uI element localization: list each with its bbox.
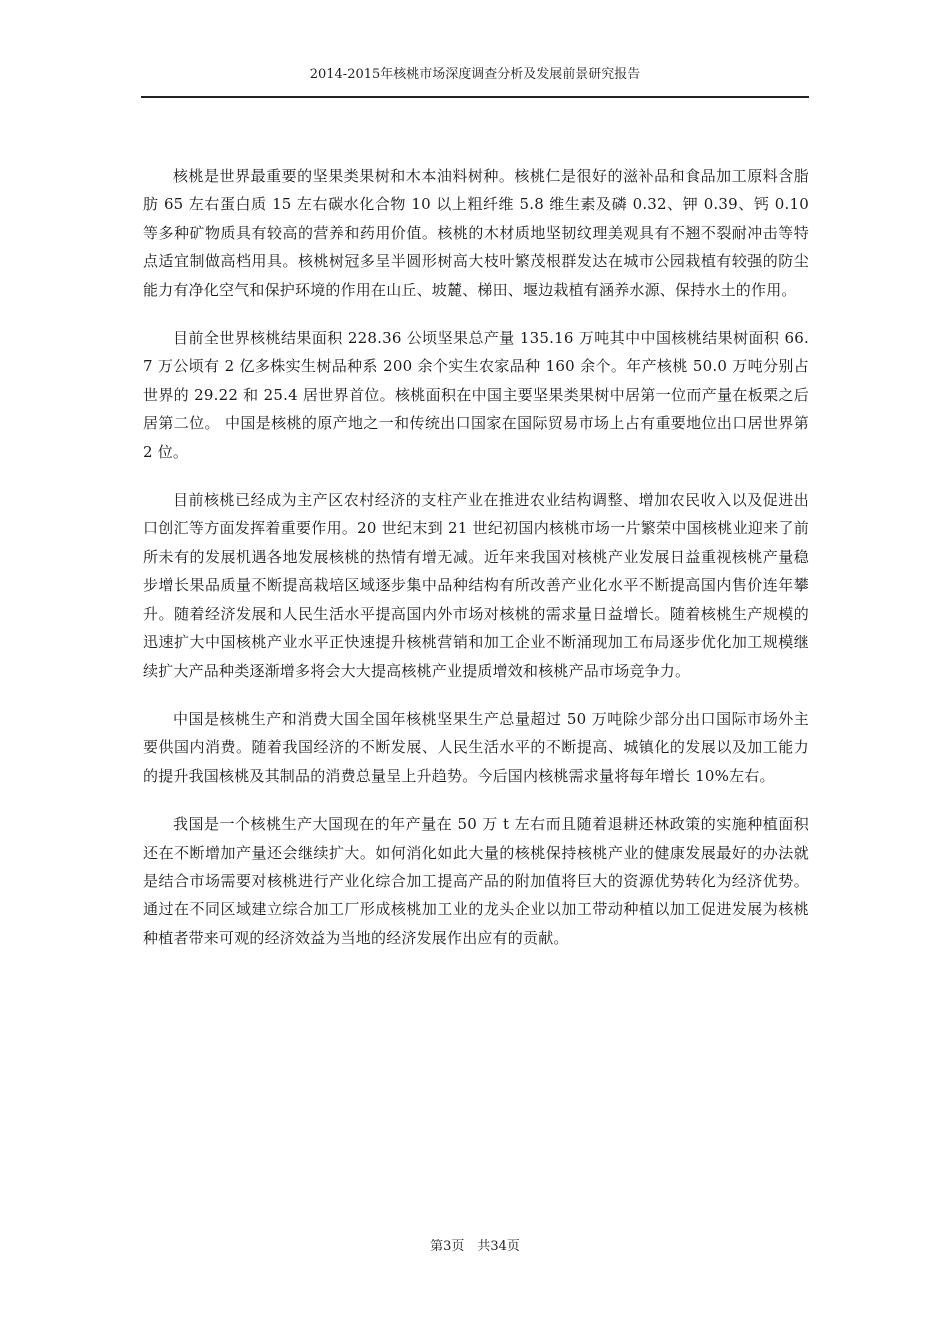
paragraph-processing-strategy: 我国是一个核桃生产大国现在的年产量在 50 万 t 左右而且随着退耕还林政策的实施种植面积还在不断增加产量还会继续扩大。如何消化如此大量的核桃保持核桃产业的健康发展最好的办法就是结合市场需要对核桃进行产业化综合加工提高产品的附加值将巨大的资源优势转化为经济优势。通过在不同区域建立综合加工厂形成核桃加工业的龙头企业以加工带动种植以加工促进发展为核桃种植者带来可观的经济效益为当地的经济发展作出应有的贡献。 bbox=[143, 815, 809, 947]
paragraph-domestic-consumption: 中国是核桃生产和消费大国全国年核桃坚果生产总量超过 50 万吨除少部分出口国际市场外主要供国内消费。随着我国经济的不断发展、人民生活水平的不断提高、城镇化的发展以及加工能力的提升我国核桃及其制品的消费总量呈上升趋势。今后国内核桃需求量将每年增长 10%左右。 bbox=[143, 709, 809, 785]
running-header: 2014-2015年核桃市场深度调查分析及发展前景研究报告 bbox=[309, 67, 641, 82]
paragraph-walnut-value: 核桃是世界最重要的坚果类果树和木本油料树种。核桃仁是很好的滋补品和食品加工原料含脂肪 65 左右蛋白质 15 左右碳水化合物 10 以上粗纤维 5.8 维生素及磷 0.32、钾 0.39、钙 0.10 等多种矿物质具有较高的营养和药用价值。核桃的木材质地坚韧纹理美观具有不翘不裂耐冲击等特点适宜制做高档用具。核桃树冠多呈半圆形树高大枝叶繁茂根群发达在城市公园栽植有较强的防尘能力有净化空气和保护环境的作用在山丘、坡麓、梯田、堰边栽植有涵养水源、保持水土的作用。 bbox=[143, 167, 809, 299]
paragraph-industry-development: 目前核桃已经成为主产区农村经济的支柱产业在推进农业结构调整、增加农民收入以及促进出口创汇等方面发挥着重要作用。20 世纪末到 21 世纪初国内核桃市场一片繁荣中国核桃业迎来了前所未有的发展机遇各地发展核桃的热情有增无减。近年来我国对核桃产业发展日益重视核桃产量稳步增长果品质量不断提高栽培区域逐步集中品种结构有所改善产业化水平不断提高国内售价连年攀升。随着经济发展和人民生活水平提高国内外市场对核桃的需求量日益增长。随着核桃生产规模的迅速扩大中国核桃产业水平正快速提升核桃营销和加工企业不断涌现加工布局逐步优化加工规模继续扩大产品种类逐渐增多将会大大提高核桃产业提质增效和核桃产品市场竞争力。 bbox=[143, 491, 809, 680]
body-text bbox=[143, 162, 809, 972]
page-number: 第3页 共34页 bbox=[430, 1239, 520, 1254]
header-divider bbox=[141, 96, 809, 98]
paragraph-world-production: 目前全世界核桃结果面积 228.36 公顷坚果总产量 135.16 万吨其中中国核桃结果树面积 66.7 万公顷有 2 亿多株实生树品种系 200 余个实生农家品种 160 余个。年产核桃 50.0 万吨分别占世界的 29.22 和 25.4 居世界首位。核桃面积在中国主要坚果类果树中居第一位而产量在板栗之后居第二位。 中国是核桃的原产地之一和传统出口国家在国际贸易市场上占有重要地位出口居世界第 2 位。 bbox=[143, 329, 809, 461]
